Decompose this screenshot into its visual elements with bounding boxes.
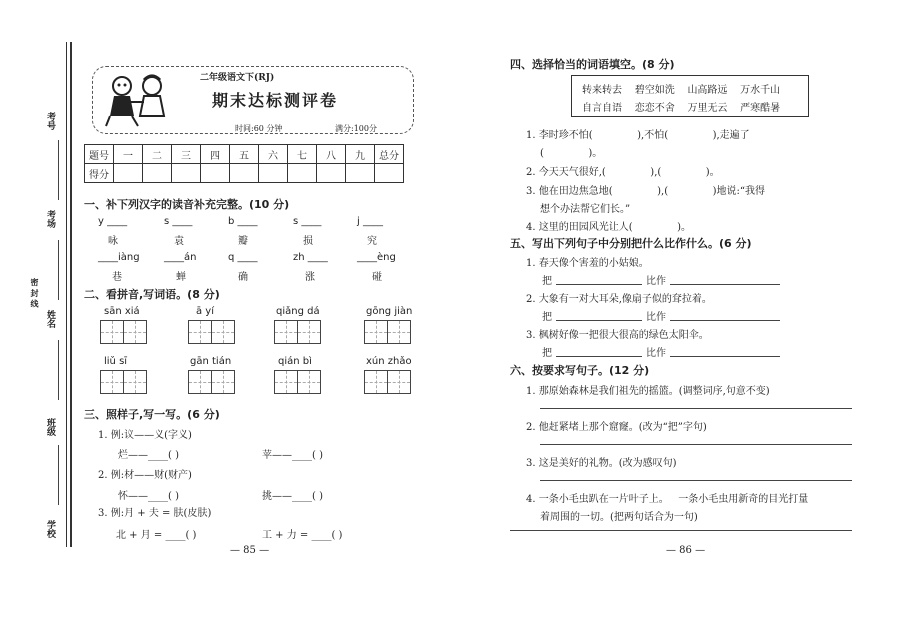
answer-line[interactable] <box>540 444 852 445</box>
answer-line[interactable] <box>556 320 642 321</box>
hanzi: 蝉 <box>176 272 186 283</box>
section-4-title: 四、选择恰当的词语填空。(8 分) <box>510 58 675 71</box>
ba-label: 把 <box>542 348 552 359</box>
score-input-cell[interactable] <box>259 164 288 183</box>
hanzi: 碰 <box>372 272 382 283</box>
hanzi: 究 <box>367 236 377 247</box>
pinyin-blank[interactable]: b ____ <box>228 216 258 227</box>
score-table-header-row <box>85 145 404 164</box>
margin-write-line <box>58 445 59 505</box>
question-4-4[interactable]: 4. 这里的田园风光让人( )。 <box>526 222 692 233</box>
ba-label: 把 <box>542 312 552 323</box>
margin-label-name: 姓名 <box>45 310 55 328</box>
answer-line[interactable]: 北 + 月 = ____( ) <box>116 530 197 541</box>
tianzige-box[interactable] <box>100 370 147 394</box>
answer-line[interactable] <box>540 480 852 481</box>
pinyin-blank[interactable]: zh ____ <box>293 252 328 263</box>
margin-label-seal-line: 密 封 线 <box>30 278 40 308</box>
exam-full-score: 满分:100分 <box>335 124 377 133</box>
question-4-3[interactable]: 3. 他在田边焦急地( ),( )地说:“我得 <box>526 186 765 197</box>
section-2-title: 二、看拼音,写词语。(8 分) <box>84 288 220 301</box>
question-4-1-cont[interactable]: ( )。 <box>540 148 603 159</box>
word-option: 严寒酷暑 <box>740 103 781 114</box>
table-cell: 一 <box>114 145 143 164</box>
answer-line[interactable] <box>670 320 780 321</box>
table-cell: 七 <box>288 145 317 164</box>
bizuo-label: 比作 <box>646 312 666 323</box>
question-6-1: 1. 那原始森林是我们祖先的摇篮。(调整词序,句意不变) <box>526 386 770 397</box>
answer-line[interactable] <box>510 530 852 531</box>
word-bank-row-2 <box>582 99 780 114</box>
pinyin-prompt: liǔ sī <box>104 356 128 367</box>
table-cell: 九 <box>346 145 375 164</box>
pinyin-blank[interactable]: j ____ <box>357 216 383 227</box>
hanzi: 瓣 <box>238 236 248 247</box>
margin-write-line <box>58 140 59 200</box>
table-cell: 得分 <box>85 164 114 183</box>
pinyin-prompt: gān tián <box>190 356 232 367</box>
table-cell: 五 <box>230 145 259 164</box>
answer-line[interactable]: 烂——____( ) <box>118 450 179 461</box>
section-6-title: 六、按要求写句子。(12 分) <box>510 364 650 377</box>
pinyin-blank[interactable]: q ____ <box>228 252 258 263</box>
pinyin-blank[interactable]: ____èng <box>357 252 396 263</box>
hanzi: 确 <box>238 272 248 283</box>
example-2: 2. 例:材——财(财产) <box>98 470 192 481</box>
table-cell: 三 <box>172 145 201 164</box>
word-option: 转来转去 <box>582 85 622 96</box>
margin-label-exam-room: 考场 <box>45 210 55 228</box>
word-option: 碧空如洗 <box>634 85 675 96</box>
question-6-3: 3. 这是美好的礼物。(改为感叹句) <box>526 458 677 469</box>
word-option: 恋恋不舍 <box>634 103 675 114</box>
answer-line[interactable] <box>540 408 852 409</box>
pinyin-prompt: ā yí <box>196 306 215 317</box>
section-1-title: 一、补下列汉字的读音补充完整。(10 分) <box>84 198 290 211</box>
hanzi: 咏 <box>108 236 118 247</box>
question-4-3-cont: 想个办法帮它们长。” <box>540 204 631 215</box>
page-title: 期末达标测评卷 <box>212 91 339 110</box>
answer-line[interactable] <box>556 284 642 285</box>
score-input-cell[interactable] <box>143 164 172 183</box>
tianzige-box[interactable] <box>274 320 321 344</box>
binding-line-thick <box>70 42 72 547</box>
section-5-title: 五、写出下列句子中分别把什么比作什么。(6 分) <box>510 237 752 250</box>
section-3-title: 三、照样子,写一写。(6 分) <box>84 408 220 421</box>
pinyin-prompt: gōng jiàn <box>366 306 413 317</box>
pinyin-blank[interactable]: s ____ <box>164 216 193 227</box>
margin-write-line <box>58 240 59 300</box>
pinyin-prompt: xún zhǎo <box>366 356 412 367</box>
score-input-cell[interactable] <box>346 164 375 183</box>
margin-label-school: 学校 <box>45 520 55 538</box>
ba-label: 把 <box>542 276 552 287</box>
question-5-1: 1. 春天像个害羞的小姑娘。 <box>526 258 649 269</box>
table-cell: 二 <box>143 145 172 164</box>
pinyin-prompt: sān xiá <box>104 306 140 317</box>
table-cell: 四 <box>201 145 230 164</box>
question-5-3: 3. 枫树好像一把很大很高的绿色太阳伞。 <box>526 330 709 341</box>
tianzige-box[interactable] <box>100 320 147 344</box>
word-option: 万水千山 <box>740 85 781 96</box>
answer-line[interactable] <box>670 284 780 285</box>
example-3: 3. 例:月 + 夫 = 肤(皮肤) <box>98 508 212 519</box>
example-1: 1. 例:议——义(字义) <box>98 430 192 441</box>
score-table-score-row <box>85 164 404 183</box>
tianzige-box[interactable] <box>188 370 235 394</box>
hanzi: 巷 <box>112 272 122 283</box>
margin-label-exam-number: 考号 <box>45 112 55 130</box>
grade-tag: 二年级语文下(RJ) <box>200 73 275 83</box>
bizuo-label: 比作 <box>646 348 666 359</box>
pinyin-prompt: qiǎng dá <box>276 306 320 317</box>
table-cell: 六 <box>259 145 288 164</box>
table-cell: 八 <box>317 145 346 164</box>
answer-line[interactable]: 工 + 力 = ____( ) <box>262 530 343 541</box>
score-input-cell[interactable] <box>375 164 404 183</box>
table-cell: 题号 <box>85 145 114 164</box>
question-4-1[interactable]: 1. 李时珍不怕( ),不怕( ),走遍了 <box>526 130 750 141</box>
margin-write-line <box>58 340 59 400</box>
question-6-4: 4. 一条小毛虫趴在一片叶子上。 一条小毛虫用新奇的目光打量 <box>526 494 809 505</box>
score-input-cell[interactable] <box>201 164 230 183</box>
binding-line-thin <box>66 42 67 547</box>
pinyin-prompt: qián bì <box>278 356 312 367</box>
page-number-right: — 86 — <box>666 545 706 556</box>
score-input-cell[interactable] <box>317 164 346 183</box>
question-5-2: 2. 大象有一对大耳朵,像扇子似的耷拉着。 <box>526 294 712 305</box>
answer-line[interactable]: 苹——____( ) <box>262 450 323 461</box>
answer-line[interactable] <box>670 356 780 357</box>
hanzi: 损 <box>303 236 313 247</box>
tianzige-box[interactable] <box>364 320 411 344</box>
kids-illustration-icon <box>104 72 174 131</box>
tianzige-box[interactable] <box>274 370 321 394</box>
score-input-cell[interactable] <box>172 164 201 183</box>
question-6-2: 2. 他赶紧堵上那个窟窿。(改为“把”字句) <box>526 422 707 433</box>
hanzi: 涨 <box>305 272 315 283</box>
word-option: 山高路远 <box>687 85 728 96</box>
question-6-4-cont: 着周围的一切。(把两句话合为一句) <box>540 512 698 523</box>
bizuo-label: 比作 <box>646 276 666 287</box>
score-input-cell[interactable] <box>230 164 259 183</box>
word-bank-row-1 <box>582 81 780 96</box>
hanzi: 袁 <box>174 236 184 247</box>
margin-label-class: 班级 <box>45 418 55 436</box>
page-number-left: — 85 — <box>230 545 270 556</box>
pinyin-blank[interactable]: s ____ <box>293 216 322 227</box>
pinyin-blank[interactable]: ____án <box>164 252 197 263</box>
answer-line[interactable]: 挑——____( ) <box>262 491 323 502</box>
answer-line[interactable] <box>556 356 642 357</box>
pinyin-blank[interactable]: y ____ <box>98 216 128 227</box>
exam-time: 时间:60 分钟 <box>235 124 283 133</box>
score-input-cell[interactable] <box>114 164 143 183</box>
tianzige-box[interactable] <box>188 320 235 344</box>
answer-line[interactable]: 怀——____( ) <box>118 491 179 502</box>
score-table <box>84 144 404 183</box>
score-input-cell[interactable] <box>288 164 317 183</box>
word-option: 自言自语 <box>582 103 622 114</box>
word-option: 万里无云 <box>687 103 728 114</box>
table-cell: 总分 <box>375 145 404 164</box>
pinyin-blank[interactable]: ____iàng <box>98 252 140 263</box>
tianzige-box[interactable] <box>364 370 411 394</box>
question-4-2[interactable]: 2. 今天天气很好,( ),( )。 <box>526 167 720 178</box>
